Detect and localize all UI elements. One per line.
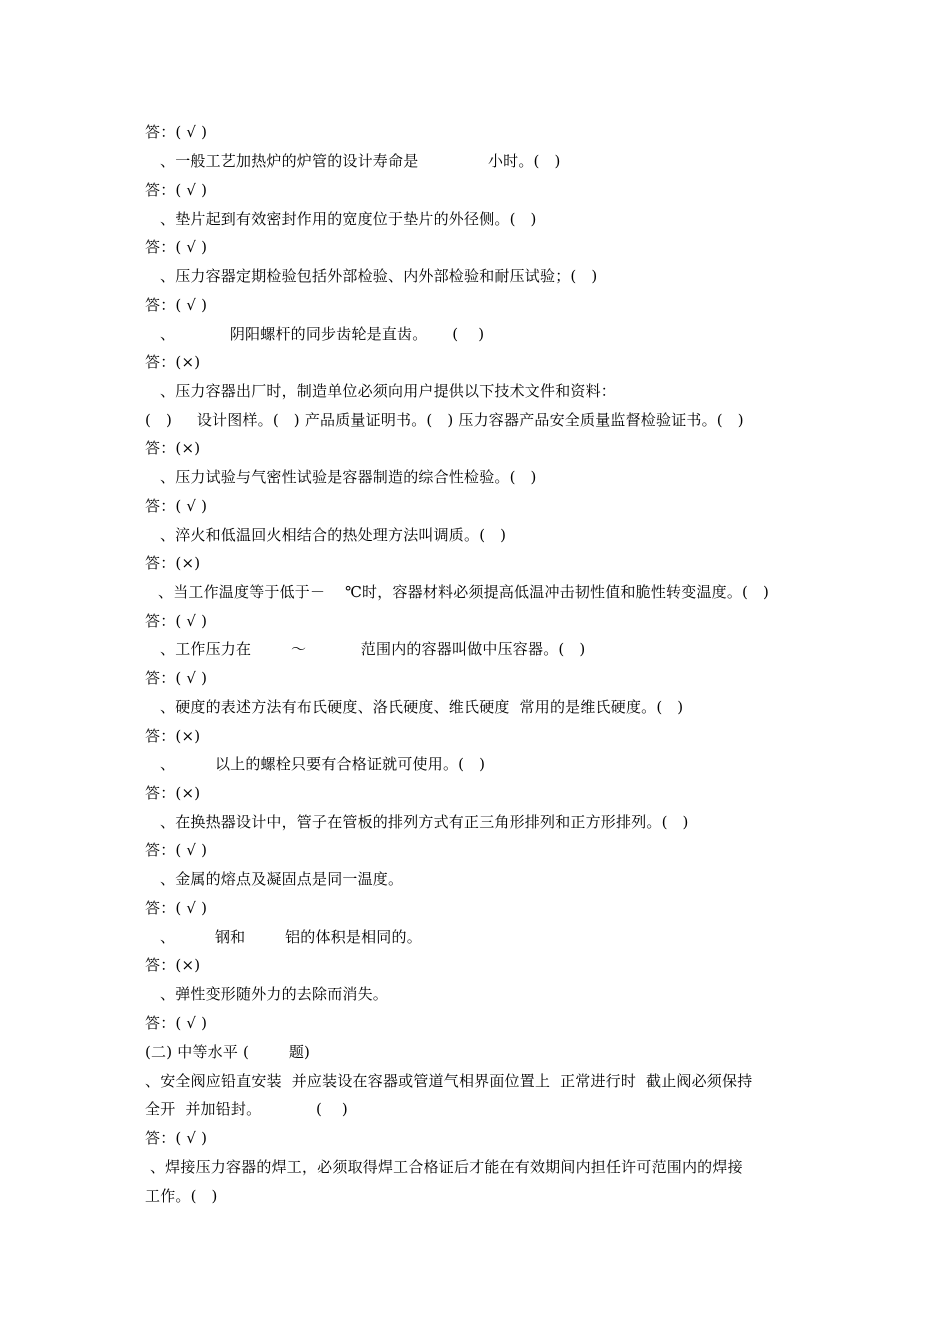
question-line: 、一般工艺加热炉的炉管的设计寿命是 小时。( ) [160, 152, 561, 170]
question-line: 、压力容器定期检验包括外部检验、内外部检验和耐压试验；( ) [160, 267, 598, 285]
question-line: 、 阴阳螺杆的同步齿轮是直齿。 ( ) [160, 325, 485, 343]
question-line: 、当工作温度等于低于－ ℃时，容器材料必须提高低温冲击韧性值和脆性转变温度。( ) [158, 583, 770, 601]
answer-line: 答：(×) [145, 727, 201, 745]
answer-line: 答：(×) [145, 353, 201, 371]
answer-line: 答：( √ ) [145, 181, 208, 199]
question-line: 、垫片起到有效密封作用的宽度位于垫片的外径侧。( ) [160, 210, 537, 228]
question-continuation: ( ) 设计图样。( ) 产品质量证明书。( ) 压力容器产品安全质量监督检验证书。( ) [145, 411, 744, 429]
question-line: 、硬度的表述方法有布氏硬度、洛氏硬度、维氏硬度 常用的是维氏硬度。( ) [160, 698, 684, 716]
answer-line: 答：(×) [145, 439, 201, 457]
question-line: 、在换热器设计中，管子在管板的排列方式有正三角形排列和正方形排列。( ) [160, 813, 689, 831]
question-line: 、 以上的螺栓只要有合格证就可使用。( ) [160, 755, 486, 773]
question-line: 、压力容器出厂时，制造单位必须向用户提供以下技术文件和资料： [160, 382, 617, 400]
answer-line: 答：( √ ) [145, 296, 208, 314]
answer-line: 答：(×) [145, 784, 201, 802]
answer-line: 答：( √ ) [145, 841, 208, 859]
question-line: 、淬火和低温回火相结合的热处理方法叫调质。( ) [160, 526, 507, 544]
answer-line: 答：( √ ) [145, 123, 208, 141]
question-line: 、弹性变形随外力的去除而消失。 [160, 985, 389, 1003]
question-line: 、工作压力在 ～ 范围内的容器叫做中压容器。( ) [160, 640, 586, 658]
answer-line: 答：( √ ) [145, 899, 208, 917]
question-line: 、金属的熔点及凝固点是同一温度。 [160, 870, 404, 888]
answer-line: 答：(×) [145, 554, 201, 572]
question-continuation: 全开 并加铅封。 ( ) [145, 1100, 348, 1118]
section-heading: (二) 中等水平 ( 题) [145, 1043, 311, 1061]
question-continuation: 工作。( ) [145, 1187, 218, 1205]
answer-line: 答：( √ ) [145, 1014, 208, 1032]
question-line: 、 钢和 铝的体积是相同的。 [160, 928, 422, 946]
answer-line: 答：( √ ) [145, 612, 208, 630]
answer-line: 答：( √ ) [145, 497, 208, 515]
answer-line: 答：(×) [145, 956, 201, 974]
answer-line: 答：( √ ) [145, 238, 208, 256]
question-line: 、焊接压力容器的焊工，必须取得焊工合格证后才能在有效期间内担任许可范围内的焊接 [145, 1158, 743, 1176]
question-line: 、安全阀应铅直安装 并应装设在容器或管道气相界面位置上 正常进行时 截止阀必须保持 [145, 1072, 753, 1090]
answer-line: 答：( √ ) [145, 1129, 208, 1147]
answer-line: 答：( √ ) [145, 669, 208, 687]
question-line: 、压力试验与气密性试验是容器制造的综合性检验。( ) [160, 468, 537, 486]
